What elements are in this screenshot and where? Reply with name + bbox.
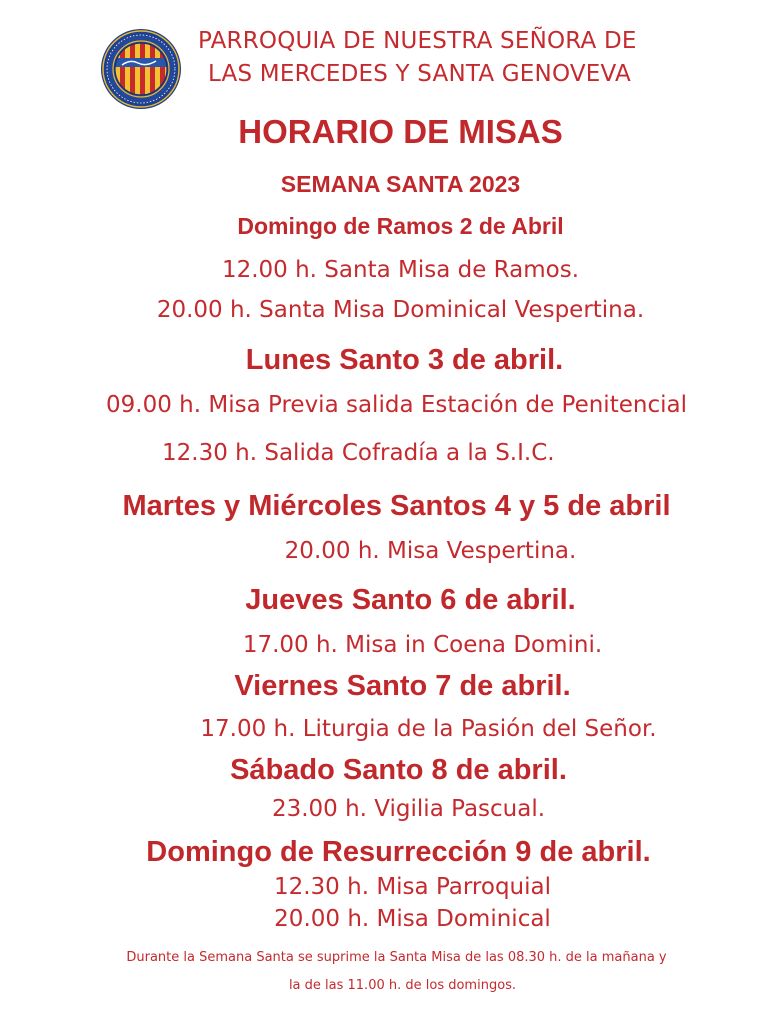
day-heading-sabado-santo: Sábado Santo 8 de abril. bbox=[230, 754, 567, 786]
parish-seal-icon bbox=[100, 28, 182, 110]
footer-note-line-1: Durante la Semana Santa se suprime la Santa Misa de las 08.30 h. de la mañana y bbox=[126, 950, 667, 965]
footer-note-line-2: la de las 11.00 h. de los domingos. bbox=[288, 978, 517, 993]
day-heading-jueves-santo: Jueves Santo 6 de abril. bbox=[245, 584, 576, 616]
day-heading-domingo-ramos: Domingo de Ramos 2 de Abril bbox=[237, 213, 564, 239]
mass-item: 12.00 h. Santa Misa de Ramos. bbox=[221, 257, 580, 283]
mass-item: 09.00 h. Misa Previa salida Estación de Penitencial bbox=[106, 392, 687, 418]
mass-item: 20.00 h. Misa Dominical bbox=[274, 906, 551, 932]
mass-item: 23.00 h. Vigilia Pascual. bbox=[271, 796, 546, 822]
day-heading-martes-miercoles-santos: Martes y Miércoles Santos 4 y 5 de abril bbox=[122, 490, 671, 522]
page-subtitle: SEMANA SANTA 2023 bbox=[280, 171, 521, 197]
day-heading-domingo-resurreccion: Domingo de Resurrección 9 de abril. bbox=[146, 836, 651, 868]
mass-item: 17.00 h. Misa in Coena Domini. bbox=[242, 632, 603, 658]
mass-item: 20.00 h. Santa Misa Dominical Vespertina. bbox=[156, 297, 645, 323]
parish-name-line-1: PARROQUIA DE NUESTRA SEÑORA DE bbox=[198, 28, 637, 54]
mass-item: 17.00 h. Liturgia de la Pasión del Señor. bbox=[200, 716, 657, 742]
mass-item: 20.00 h. Misa Vespertina. bbox=[284, 538, 577, 564]
day-heading-lunes-santo: Lunes Santo 3 de abril. bbox=[245, 344, 564, 376]
page-title: HORARIO DE MISAS bbox=[238, 113, 563, 150]
mass-item: 12.30 h. Misa Parroquial bbox=[273, 874, 552, 900]
day-heading-viernes-santo: Viernes Santo 7 de abril. bbox=[234, 670, 571, 702]
parish-name-line-2: LAS MERCEDES Y SANTA GENOVEVA bbox=[208, 61, 631, 87]
mass-item: 12.30 h. Salida Cofradía a la S.I.C. bbox=[162, 440, 555, 466]
